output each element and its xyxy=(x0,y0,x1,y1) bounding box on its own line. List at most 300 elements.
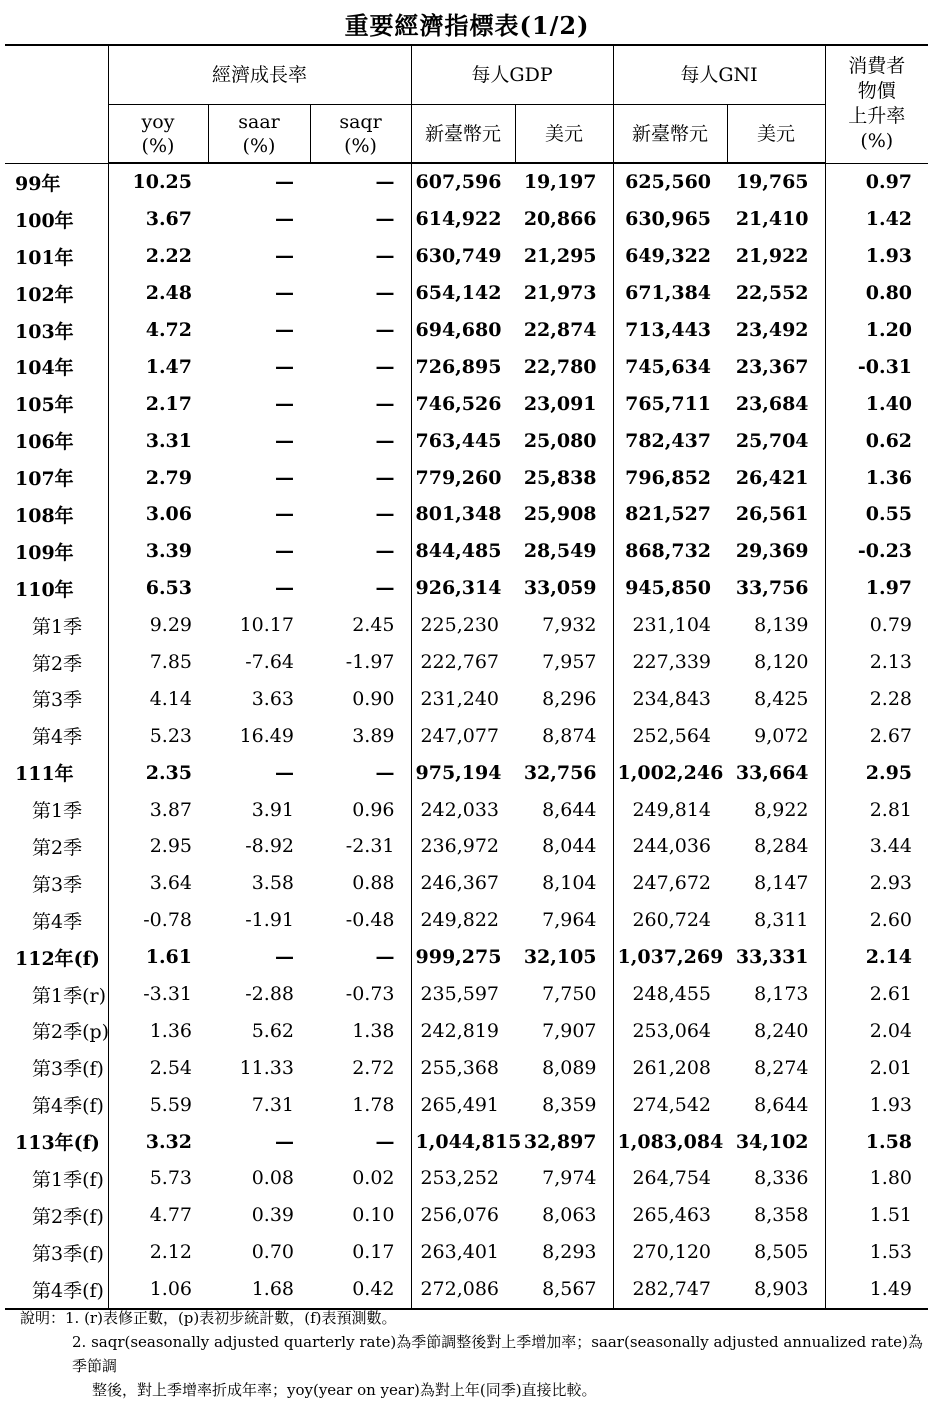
saqr-cell: — xyxy=(375,429,395,452)
cpi-cell: 2.28 xyxy=(825,680,928,717)
gdp-usd-cell: 7,907 xyxy=(542,1019,597,1042)
table-row xyxy=(5,791,928,828)
cpi-cell: 2.04 xyxy=(825,1012,928,1049)
header-yoy xyxy=(108,105,208,164)
gdp-ntd-cell: 265,491 xyxy=(411,1086,515,1123)
cpi-cell: 0.97 xyxy=(825,163,928,201)
gdp-ntd-cell: 763,445 xyxy=(411,422,515,459)
saqr-cell: — xyxy=(375,946,395,969)
yoy-cell: 3.31 xyxy=(108,422,208,459)
cpi-cell: 2.61 xyxy=(825,976,928,1013)
row-label: 第4季 xyxy=(32,910,83,933)
cpi-cell: 0.55 xyxy=(825,496,928,533)
table-row xyxy=(5,680,928,717)
yoy-cell: 3.87 xyxy=(108,791,208,828)
table-row xyxy=(5,201,928,238)
table-row xyxy=(5,312,928,349)
table-row xyxy=(5,1160,928,1197)
gni-ntd-cell: 1,083,084 xyxy=(613,1123,727,1160)
gni-usd-cell: 29,369 xyxy=(735,540,809,563)
gni-usd-cell: 8,903 xyxy=(727,1271,825,1309)
gni-usd-cell: 8,358 xyxy=(754,1204,809,1227)
yoy-cell: 4.77 xyxy=(108,1197,208,1234)
saqr-cell: — xyxy=(375,208,395,231)
saqr-cell: -2.31 xyxy=(345,835,395,858)
row-label: 102年 xyxy=(15,283,74,306)
yoy-cell: 4.72 xyxy=(108,312,208,349)
yoy-cell: 10.25 xyxy=(108,163,208,201)
row-label: 第1季(r) xyxy=(32,984,106,1007)
page-title: 重要經濟指標表(1/2) xyxy=(344,11,590,40)
gni-ntd-cell: 234,843 xyxy=(613,680,727,717)
gni-ntd-cell: 649,322 xyxy=(613,238,727,275)
header-gni: 每人GNI xyxy=(613,45,825,105)
gdp-usd-cell: 7,964 xyxy=(542,909,597,932)
yoy-cell: 3.64 xyxy=(108,865,208,902)
cpi-cell: 1.49 xyxy=(825,1271,928,1309)
cpi-cell: 1.93 xyxy=(825,238,928,275)
gdp-usd-cell: 8,044 xyxy=(542,835,597,858)
header-saqr xyxy=(310,105,411,164)
row-label: 112年(f) xyxy=(15,947,100,970)
cpi-cell: 2.93 xyxy=(825,865,928,902)
gdp-ntd-cell: 225,230 xyxy=(411,607,515,644)
header-cpi-unit: (%) xyxy=(860,130,894,153)
cpi-cell: 1.53 xyxy=(825,1234,928,1271)
yoy-cell: 9.29 xyxy=(108,607,208,644)
row-label: 第1季 xyxy=(32,800,83,823)
note-line-1: 說明：1. (r)表修正數，(p)表初步統計數，(f)表預測數。 xyxy=(20,1309,397,1327)
saar-cell: 0.39 xyxy=(251,1204,294,1227)
saqr-cell: 0.90 xyxy=(352,687,395,710)
cpi-cell: 2.81 xyxy=(825,791,928,828)
yoy-cell: 3.06 xyxy=(108,496,208,533)
gni-ntd-cell: 821,527 xyxy=(613,496,727,533)
saar-cell: 7.31 xyxy=(251,1093,294,1116)
gdp-ntd-cell: 231,240 xyxy=(411,680,515,717)
gni-usd-cell: 21,410 xyxy=(735,208,809,231)
yoy-cell: -3.31 xyxy=(108,976,208,1013)
yoy-cell: 2.35 xyxy=(108,754,208,791)
yoy-cell: 3.67 xyxy=(108,201,208,238)
header-cpi-line3: 上升率 xyxy=(848,105,906,128)
gni-ntd-cell: 630,965 xyxy=(613,201,727,238)
gdp-usd-cell: 7,957 xyxy=(542,651,597,674)
yoy-cell: 5.59 xyxy=(108,1086,208,1123)
header-cpi xyxy=(825,45,928,163)
gni-usd-cell: 33,664 xyxy=(735,761,809,784)
saqr-cell: 2.72 xyxy=(352,1056,395,1079)
saqr-cell: — xyxy=(375,245,395,268)
gdp-usd-cell: 23,091 xyxy=(523,392,597,415)
saar-cell: — xyxy=(275,355,294,378)
gdp-usd-cell: 25,080 xyxy=(523,429,597,452)
yoy-cell: 1.36 xyxy=(108,1012,208,1049)
gni-usd-cell: 8,240 xyxy=(754,1019,809,1042)
corner-cell xyxy=(5,45,108,163)
saar-cell: — xyxy=(275,577,294,600)
row-label: 106年 xyxy=(15,431,74,454)
gdp-ntd-cell: 253,252 xyxy=(411,1160,515,1197)
table-row xyxy=(5,422,928,459)
gdp-ntd-cell: 607,596 xyxy=(411,163,515,201)
table-body xyxy=(5,163,928,1309)
table-row xyxy=(5,976,928,1013)
cpi-cell: 0.80 xyxy=(825,275,928,312)
saqr-cell: — xyxy=(375,577,395,600)
gni-ntd-cell: 261,208 xyxy=(613,1049,727,1086)
yoy-cell: 2.79 xyxy=(108,459,208,496)
saar-cell: — xyxy=(275,946,294,969)
cpi-cell: 1.36 xyxy=(825,459,928,496)
row-label: 第4季(f) xyxy=(32,1095,104,1118)
row-label: 第4季 xyxy=(32,726,83,749)
gni-usd-cell: 34,102 xyxy=(735,1130,809,1153)
saqr-cell: 1.78 xyxy=(352,1093,395,1116)
table-row xyxy=(5,348,928,385)
gdp-ntd-cell: 246,367 xyxy=(411,865,515,902)
yoy-cell: 2.95 xyxy=(108,828,208,865)
gni-usd-cell: 8,922 xyxy=(754,798,809,821)
table-row xyxy=(5,1271,928,1309)
cpi-cell: 1.58 xyxy=(825,1123,928,1160)
gni-ntd-cell: 1,037,269 xyxy=(613,939,727,976)
cpi-cell: 2.60 xyxy=(825,902,928,939)
gdp-usd-cell: 8,296 xyxy=(542,687,597,710)
saqr-cell: — xyxy=(375,355,395,378)
table-row xyxy=(5,902,928,939)
gdp-usd-cell: 22,874 xyxy=(523,319,597,341)
cpi-cell: 1.51 xyxy=(825,1197,928,1234)
table-row xyxy=(5,865,928,902)
header-yoy-label: yoy xyxy=(141,110,175,133)
row-label: 第1季 xyxy=(32,615,83,638)
gni-ntd-cell: 945,850 xyxy=(613,570,727,607)
row-label: 第3季(f) xyxy=(32,1058,104,1081)
saar-cell: — xyxy=(275,429,294,452)
gdp-usd-cell: 25,908 xyxy=(523,503,597,526)
gni-usd-cell: 23,367 xyxy=(735,355,809,378)
saqr-cell: 1.38 xyxy=(352,1019,395,1042)
saqr-cell: — xyxy=(375,540,395,563)
table-row xyxy=(5,607,928,644)
header-saar-label: saar xyxy=(238,110,280,133)
gni-ntd-cell: 252,564 xyxy=(613,717,727,754)
cpi-cell: 1.93 xyxy=(825,1086,928,1123)
gni-usd-cell: 8,139 xyxy=(754,614,809,637)
cpi-cell: 1.80 xyxy=(825,1160,928,1197)
cpi-cell: 0.79 xyxy=(825,607,928,644)
table-row xyxy=(5,163,928,201)
row-label: 第4季(f) xyxy=(5,1271,108,1309)
table-row xyxy=(5,1012,928,1049)
gdp-usd-cell: 32,105 xyxy=(523,946,597,969)
cpi-cell: 1.97 xyxy=(825,570,928,607)
gni-ntd-cell: 782,437 xyxy=(613,422,727,459)
saqr-cell: — xyxy=(375,466,395,489)
table-row xyxy=(5,1049,928,1086)
notes xyxy=(20,1306,926,1402)
table-row xyxy=(5,1197,928,1234)
gdp-usd-cell: 8,063 xyxy=(542,1204,597,1227)
gni-usd-cell: 21,922 xyxy=(735,245,809,268)
gni-ntd-cell: 270,120 xyxy=(613,1234,727,1271)
gni-ntd-cell: 625,560 xyxy=(613,163,727,201)
gni-usd-cell: 26,421 xyxy=(735,466,809,489)
gni-ntd-cell: 253,064 xyxy=(613,1012,727,1049)
gni-usd-cell: 8,120 xyxy=(754,651,809,674)
saar-cell: — xyxy=(275,392,294,415)
gni-usd-cell: 8,274 xyxy=(754,1056,809,1079)
gdp-ntd-cell: 999,275 xyxy=(411,939,515,976)
gdp-ntd-cell: 654,142 xyxy=(411,275,515,312)
note-line-3: 整後，對上季增率折成年率；yoy(year on year)為對上年(同季)直接比較。 xyxy=(92,1381,597,1399)
gdp-usd-cell: 32,756 xyxy=(523,761,597,784)
cpi-cell: 2.95 xyxy=(825,754,928,791)
saar-cell: 11.33 xyxy=(239,1056,294,1079)
cpi-cell: 3.44 xyxy=(825,828,928,865)
gdp-usd-cell: 21,295 xyxy=(523,245,597,268)
gni-usd-cell: 8,311 xyxy=(754,909,809,932)
cpi-cell: 2.67 xyxy=(825,717,928,754)
saqr-cell: 0.88 xyxy=(352,872,395,895)
saar-cell: — xyxy=(275,466,294,489)
row-label: 第2季 xyxy=(32,652,83,675)
gni-usd-cell: 23,684 xyxy=(735,392,809,415)
saar-cell: — xyxy=(275,171,294,194)
gni-ntd-cell: 260,724 xyxy=(613,902,727,939)
table-row xyxy=(5,385,928,422)
gdp-usd-cell: 8,089 xyxy=(542,1056,597,1079)
header-saar-unit: (%) xyxy=(242,134,276,157)
row-label: 99年 xyxy=(15,172,61,195)
row-label: 第2季(p) xyxy=(32,1021,110,1044)
saar-cell: 16.49 xyxy=(239,724,294,747)
row-label: 107年 xyxy=(15,468,74,491)
gni-ntd-cell: 274,542 xyxy=(613,1086,727,1123)
gni-usd-cell: 22,552 xyxy=(735,282,809,305)
economic-indicators-table xyxy=(5,44,928,1310)
gni-ntd-cell: 868,732 xyxy=(613,533,727,570)
row-label: 第2季(f) xyxy=(32,1205,104,1228)
row-label: 110年 xyxy=(15,578,74,601)
table-row xyxy=(5,238,928,275)
gni-ntd-cell: 264,754 xyxy=(613,1160,727,1197)
saqr-cell: — xyxy=(375,1130,395,1153)
saar-cell: — xyxy=(275,245,294,268)
cpi-cell: -0.23 xyxy=(825,533,928,570)
saqr-cell: 0.10 xyxy=(352,1204,395,1227)
gdp-usd-cell: 8,293 xyxy=(542,1241,597,1264)
gni-usd-cell: 33,756 xyxy=(735,577,809,600)
gni-usd-cell: 8,147 xyxy=(754,872,809,895)
gdp-usd-cell: 21,973 xyxy=(523,282,597,305)
yoy-cell: 7.85 xyxy=(108,644,208,681)
gdp-usd-cell: 8,104 xyxy=(542,872,597,895)
saqr-cell: — xyxy=(375,319,395,341)
table-row xyxy=(5,1086,928,1123)
gni-usd-cell: 9,072 xyxy=(754,724,809,747)
row-label: 第3季 xyxy=(32,873,83,896)
saar-cell: 0.08 xyxy=(251,1167,294,1190)
gdp-ntd-cell: 746,526 xyxy=(411,385,515,422)
gdp-ntd-cell: 630,749 xyxy=(411,238,515,275)
gni-ntd-cell: 247,672 xyxy=(613,865,727,902)
cpi-cell: 2.01 xyxy=(825,1049,928,1086)
saqr-cell: -0.48 xyxy=(345,909,395,932)
saqr-cell: 3.89 xyxy=(352,724,395,747)
saar-cell: 5.62 xyxy=(251,1019,294,1042)
header-growth: 經濟成長率 xyxy=(108,45,411,105)
yoy-cell: 5.73 xyxy=(108,1160,208,1197)
header-yoy-unit: (%) xyxy=(141,134,175,157)
saar-cell: — xyxy=(275,282,294,305)
cpi-cell: -0.31 xyxy=(825,348,928,385)
saar-cell: 0.70 xyxy=(251,1241,294,1264)
gdp-ntd-cell: 926,314 xyxy=(411,570,515,607)
gni-usd-cell: 33,331 xyxy=(735,946,809,969)
saqr-cell: 0.17 xyxy=(352,1241,395,1264)
gni-ntd-cell: 1,002,246 xyxy=(613,754,727,791)
row-label: 第2季 xyxy=(32,836,83,859)
saqr-cell: — xyxy=(375,171,395,194)
table-row xyxy=(5,828,928,865)
table-row xyxy=(5,717,928,754)
saqr-cell: -1.97 xyxy=(345,651,395,674)
table-row xyxy=(5,1123,928,1160)
gdp-ntd-cell: 844,485 xyxy=(411,533,515,570)
saar-cell: — xyxy=(275,1130,294,1153)
saar-cell: — xyxy=(275,319,294,341)
gdp-usd-cell: 8,567 xyxy=(515,1271,613,1309)
header-saqr-unit: (%) xyxy=(344,134,377,157)
saqr-cell: 2.45 xyxy=(352,614,395,637)
gdp-ntd-cell: 726,895 xyxy=(411,348,515,385)
saar-cell: 1.68 xyxy=(208,1271,310,1309)
gdp-ntd-cell: 256,076 xyxy=(411,1197,515,1234)
table-row xyxy=(5,644,928,681)
gdp-ntd-cell: 242,033 xyxy=(411,791,515,828)
gdp-usd-cell: 32,897 xyxy=(523,1130,597,1153)
header-saar xyxy=(208,105,310,164)
yoy-cell: -0.78 xyxy=(108,902,208,939)
gni-usd-cell: 25,704 xyxy=(735,429,809,452)
gni-usd-cell: 8,644 xyxy=(754,1093,809,1116)
saqr-cell: — xyxy=(375,503,395,526)
gni-ntd-cell: 713,443 xyxy=(613,312,727,349)
yoy-cell: 2.12 xyxy=(108,1234,208,1271)
gdp-ntd-cell: 801,348 xyxy=(411,496,515,533)
table-row xyxy=(5,1234,928,1271)
table-row xyxy=(5,754,928,791)
gdp-ntd-cell: 614,922 xyxy=(411,201,515,238)
gni-usd-cell: 8,505 xyxy=(754,1241,809,1264)
gni-ntd-cell: 765,711 xyxy=(613,385,727,422)
saqr-cell: -0.73 xyxy=(345,983,395,1006)
row-label: 108年 xyxy=(15,504,74,527)
saqr-cell: 0.42 xyxy=(310,1271,411,1309)
saar-cell: -1.91 xyxy=(245,909,294,932)
saar-cell: -7.64 xyxy=(245,651,294,674)
gdp-usd-cell: 19,197 xyxy=(523,171,597,194)
gdp-usd-cell: 8,644 xyxy=(542,798,597,821)
yoy-cell: 2.54 xyxy=(108,1049,208,1086)
header-gdp-ntd: 新臺幣元 xyxy=(411,105,515,164)
yoy-cell: 1.47 xyxy=(108,348,208,385)
saar-cell: — xyxy=(275,540,294,563)
gni-usd-cell: 19,765 xyxy=(735,171,809,194)
saar-cell: — xyxy=(275,761,294,784)
table-row xyxy=(5,570,928,607)
gni-usd-cell: 8,425 xyxy=(754,687,809,710)
gdp-ntd-cell: 235,597 xyxy=(411,976,515,1013)
row-label: 111年 xyxy=(15,763,74,786)
table-row xyxy=(5,939,928,976)
row-label: 113年(f) xyxy=(15,1132,100,1155)
saqr-cell: — xyxy=(375,761,395,784)
gdp-usd-cell: 28,549 xyxy=(523,540,597,563)
yoy-cell: 3.39 xyxy=(108,533,208,570)
gdp-ntd-cell: 255,368 xyxy=(411,1049,515,1086)
table-row xyxy=(5,533,928,570)
gni-usd-cell: 23,492 xyxy=(735,319,809,341)
row-label: 100年 xyxy=(15,209,74,232)
cpi-cell: 2.13 xyxy=(825,644,928,681)
gdp-ntd-cell: 236,972 xyxy=(411,828,515,865)
gdp-ntd-cell: 247,077 xyxy=(411,717,515,754)
row-label: 103年 xyxy=(15,320,74,343)
saar-cell: 3.63 xyxy=(251,687,294,710)
yoy-cell: 2.22 xyxy=(108,238,208,275)
gdp-ntd-cell: 272,086 xyxy=(411,1271,515,1309)
gni-ntd-cell: 282,747 xyxy=(613,1271,727,1309)
gni-ntd-cell: 249,814 xyxy=(613,791,727,828)
gdp-usd-cell: 33,059 xyxy=(523,577,597,600)
gdp-ntd-cell: 975,194 xyxy=(411,754,515,791)
gni-ntd-cell: 671,384 xyxy=(613,275,727,312)
gdp-ntd-cell: 263,401 xyxy=(411,1234,515,1271)
cpi-cell: 1.20 xyxy=(825,312,928,349)
yoy-cell: 3.32 xyxy=(108,1123,208,1160)
gdp-usd-cell: 25,838 xyxy=(523,466,597,489)
row-label: 第1季(f) xyxy=(32,1168,104,1191)
yoy-cell: 1.06 xyxy=(108,1271,208,1309)
gni-ntd-cell: 231,104 xyxy=(613,607,727,644)
row-label: 第3季(f) xyxy=(32,1242,104,1265)
gdp-ntd-cell: 222,767 xyxy=(411,644,515,681)
gdp-usd-cell: 8,874 xyxy=(542,724,597,747)
yoy-cell: 4.14 xyxy=(108,680,208,717)
gdp-ntd-cell: 779,260 xyxy=(411,459,515,496)
gdp-usd-cell: 22,780 xyxy=(523,355,597,378)
gni-ntd-cell: 227,339 xyxy=(613,644,727,681)
gni-ntd-cell: 745,634 xyxy=(613,348,727,385)
saqr-cell: 0.96 xyxy=(352,798,395,821)
cpi-cell: 2.14 xyxy=(825,939,928,976)
saar-cell: -2.88 xyxy=(245,983,294,1006)
gni-ntd-cell: 248,455 xyxy=(613,976,727,1013)
table-header xyxy=(5,45,928,163)
row-label: 105年 xyxy=(15,394,74,417)
saar-cell: — xyxy=(275,208,294,231)
gni-usd-cell: 8,336 xyxy=(754,1167,809,1190)
saar-cell: 3.58 xyxy=(251,872,294,895)
yoy-cell: 6.53 xyxy=(108,570,208,607)
note-line-2: 2. saqr(seasonally adjusted quarterly rate)為季節調整後對上季增加率；saar(seasonally adjusted annualized rate)為季節調 xyxy=(72,1333,923,1375)
gdp-usd-cell: 20,866 xyxy=(523,208,597,231)
gdp-ntd-cell: 242,819 xyxy=(411,1012,515,1049)
gdp-ntd-cell: 1,044,815 xyxy=(411,1123,515,1160)
